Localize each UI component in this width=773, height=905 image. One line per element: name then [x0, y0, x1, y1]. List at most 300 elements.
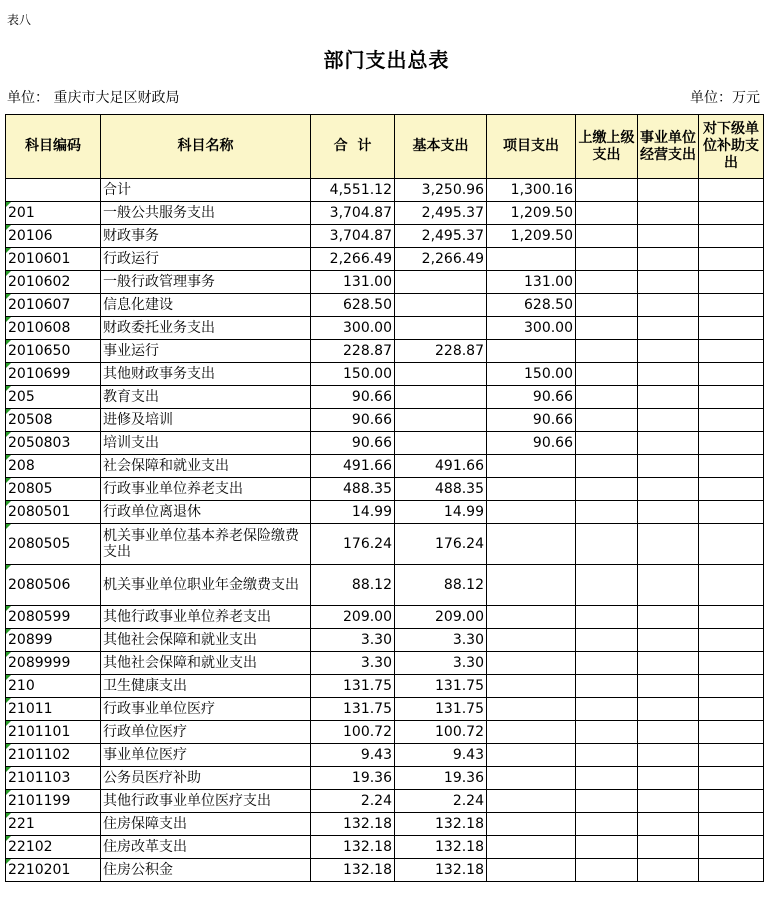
cell-subsidy: [699, 675, 764, 698]
cell-project: [487, 225, 576, 248]
cell-subsidy: [699, 524, 764, 565]
cell-basic: [395, 271, 487, 294]
cell-name-text: 事业单位医疗: [103, 747, 187, 763]
cell-marker-icon: [6, 565, 11, 570]
cell-business: [638, 767, 699, 790]
cell-name: [101, 455, 311, 478]
cell-business: [638, 501, 699, 524]
cell-name-text: 行政单位离退休: [103, 504, 201, 520]
cell-name-text: 卫生健康支出: [103, 678, 187, 694]
cell-basic-text: 2,495.37: [421, 205, 484, 221]
cell-upper: [576, 409, 638, 432]
cell-code: [6, 432, 101, 455]
cell-project: [487, 652, 576, 675]
unit-organization: 单位： 重庆市大足区财政局: [7, 90, 180, 106]
cell-project-text: 131.00: [524, 274, 573, 290]
cell-upper: [576, 179, 638, 202]
cell-total-text: 2.24: [360, 793, 392, 809]
cell-name: [101, 363, 311, 386]
cell-business: [638, 478, 699, 501]
cell-total-text: 19.36: [351, 770, 392, 786]
cell-code: [6, 340, 101, 363]
cell-total-text: 300.00: [343, 320, 392, 336]
cell-project-text: 300.00: [524, 320, 573, 336]
cell-basic: [395, 478, 487, 501]
cell-total-text: 90.66: [351, 412, 392, 428]
cell-upper: [576, 859, 638, 882]
cell-code-text: 2101101: [8, 724, 71, 740]
cell-name-text: 事业运行: [103, 343, 159, 359]
cell-code-text: 210: [8, 678, 35, 694]
cell-upper: [576, 836, 638, 859]
cell-name: [101, 294, 311, 317]
cell-project-text: 1,209.50: [510, 205, 573, 221]
cell-project-text: 1,209.50: [510, 228, 573, 244]
cell-upper: [576, 790, 638, 813]
cell-upper: [576, 271, 638, 294]
cell-subsidy: [699, 271, 764, 294]
table-row: [6, 501, 764, 524]
cell-code-text: 2080501: [8, 504, 71, 520]
cell-basic-text: 132.18: [435, 816, 484, 832]
cell-name-text: 其他行政事业单位医疗支出: [103, 793, 271, 809]
cell-total: [311, 340, 395, 363]
cell-marker-icon: [6, 340, 11, 345]
cell-marker-icon: [6, 271, 11, 276]
cell-name-text: 财政委托业务支出: [103, 320, 215, 336]
cell-name: [101, 767, 311, 790]
cell-project: [487, 202, 576, 225]
unit-currency: 单位：万元: [690, 90, 760, 106]
cell-project: [487, 363, 576, 386]
cell-upper: [576, 698, 638, 721]
cell-business: [638, 836, 699, 859]
table-row: [6, 675, 764, 698]
cell-subsidy: [699, 478, 764, 501]
cell-name: [101, 386, 311, 409]
cell-basic-text: 3.30: [452, 655, 484, 671]
cell-name: [101, 317, 311, 340]
cell-business: [638, 179, 699, 202]
cell-basic-text: 2,266.49: [421, 251, 484, 267]
cell-upper: [576, 363, 638, 386]
cell-code-text: 2010607: [8, 297, 71, 313]
cell-basic: [395, 790, 487, 813]
cell-name-text: 住房保障支出: [103, 816, 187, 832]
cell-subsidy: [699, 294, 764, 317]
cell-basic-text: 100.72: [435, 724, 484, 740]
cell-code: [6, 386, 101, 409]
cell-total: [311, 721, 395, 744]
cell-total-text: 3.30: [360, 632, 392, 648]
cell-total: [311, 271, 395, 294]
cell-upper: [576, 340, 638, 363]
cell-upper: [576, 501, 638, 524]
cell-name: [101, 698, 311, 721]
cell-subsidy: [699, 744, 764, 767]
cell-project: [487, 386, 576, 409]
cell-project: [487, 606, 576, 629]
cell-total-text: 132.18: [343, 816, 392, 832]
cell-business: [638, 606, 699, 629]
cell-basic: [395, 363, 487, 386]
cell-basic: [395, 606, 487, 629]
cell-code: [6, 524, 101, 565]
cell-basic-text: 3.30: [452, 632, 484, 648]
table-row: [6, 744, 764, 767]
cell-business: [638, 524, 699, 565]
cell-subsidy: [699, 455, 764, 478]
cell-subsidy: [699, 813, 764, 836]
cell-marker-icon: [6, 455, 11, 460]
cell-basic: [395, 859, 487, 882]
cell-total: [311, 478, 395, 501]
cell-name: [101, 675, 311, 698]
cell-code: [6, 629, 101, 652]
cell-subsidy: [699, 363, 764, 386]
cell-code-text: 208: [8, 458, 35, 474]
cell-basic-text: 491.66: [435, 458, 484, 474]
cell-name: [101, 271, 311, 294]
header-row: [6, 115, 764, 179]
cell-name: [101, 859, 311, 882]
table-row: [6, 432, 764, 455]
cell-business: [638, 744, 699, 767]
cell-total-text: 228.87: [343, 343, 392, 359]
cell-basic: [395, 432, 487, 455]
cell-total: [311, 698, 395, 721]
cell-total-text: 150.00: [343, 366, 392, 382]
cell-basic-text: 131.75: [435, 701, 484, 717]
cell-total: [311, 652, 395, 675]
cell-code-text: 201: [8, 205, 35, 221]
cell-name-text: 合计: [103, 182, 131, 198]
cell-upper: [576, 455, 638, 478]
cell-subsidy: [699, 501, 764, 524]
cell-total: [311, 524, 395, 565]
cell-basic-text: 132.18: [435, 839, 484, 855]
cell-total-text: 628.50: [343, 297, 392, 313]
cell-marker-icon: [6, 248, 11, 253]
cell-code: [6, 836, 101, 859]
cell-marker-icon: [6, 836, 11, 841]
cell-code-text: 2010608: [8, 320, 71, 336]
cell-total-text: 100.72: [343, 724, 392, 740]
cell-name: [101, 248, 311, 271]
table-row: [6, 363, 764, 386]
cell-basic: [395, 565, 487, 606]
cell-project-text: 90.66: [532, 412, 573, 428]
cell-code: [6, 179, 101, 202]
cell-business: [638, 271, 699, 294]
cell-business: [638, 698, 699, 721]
cell-total: [311, 606, 395, 629]
cell-name: [101, 790, 311, 813]
cell-code: [6, 721, 101, 744]
cell-total-text: 90.66: [351, 435, 392, 451]
cell-code: [6, 248, 101, 271]
cell-business: [638, 409, 699, 432]
cell-code-text: 20899: [8, 632, 53, 648]
cell-basic: [395, 340, 487, 363]
cell-code-text: 205: [8, 389, 35, 405]
cell-code-text: 2050803: [8, 435, 71, 451]
table-row: [6, 409, 764, 432]
cell-total-text: 88.12: [351, 577, 392, 593]
cell-marker-icon: [6, 744, 11, 749]
cell-upper: [576, 813, 638, 836]
cell-total-text: 132.18: [343, 839, 392, 855]
header-total: 合 计: [311, 115, 395, 179]
cell-project: [487, 790, 576, 813]
cell-marker-icon: [6, 478, 11, 483]
cell-upper: [576, 565, 638, 606]
cell-upper: [576, 317, 638, 340]
cell-code: [6, 294, 101, 317]
cell-marker-icon: [6, 432, 11, 437]
cell-project: [487, 813, 576, 836]
cell-total-text: 488.35: [343, 481, 392, 497]
cell-name-text: 培训支出: [103, 435, 159, 451]
expenditure-table: [5, 114, 764, 882]
table-row: [6, 524, 764, 565]
cell-code-text: 20106: [8, 228, 53, 244]
cell-total: [311, 317, 395, 340]
cell-project: [487, 744, 576, 767]
cell-basic: [395, 698, 487, 721]
cell-name-text: 行政运行: [103, 251, 159, 267]
cell-name-text: 公务员医疗补助: [103, 770, 201, 786]
table-row: [6, 248, 764, 271]
cell-name-text: 一般公共服务支出: [103, 205, 215, 221]
table-row: [6, 565, 764, 606]
cell-total: [311, 455, 395, 478]
cell-subsidy: [699, 202, 764, 225]
table-row: [6, 225, 764, 248]
cell-code-text: 2010601: [8, 251, 71, 267]
cell-marker-icon: [6, 813, 11, 818]
cell-name: [101, 409, 311, 432]
cell-upper: [576, 294, 638, 317]
cell-name-text: 住房改革支出: [103, 839, 187, 855]
table-row: [6, 271, 764, 294]
cell-basic: [395, 652, 487, 675]
cell-business: [638, 386, 699, 409]
cell-subsidy: [699, 248, 764, 271]
cell-business: [638, 721, 699, 744]
table-row: [6, 790, 764, 813]
cell-total: [311, 225, 395, 248]
table-row: [6, 767, 764, 790]
header-project: 项目支出: [487, 115, 576, 179]
cell-name-text: 一般行政管理事务: [103, 274, 215, 290]
cell-marker-icon: [6, 225, 11, 230]
table-row: [6, 202, 764, 225]
cell-basic: [395, 225, 487, 248]
cell-basic-text: 14.99: [443, 504, 484, 520]
cell-subsidy: [699, 432, 764, 455]
cell-total-text: 9.43: [360, 747, 392, 763]
cell-total: [311, 363, 395, 386]
cell-upper: [576, 432, 638, 455]
cell-marker-icon: [6, 859, 11, 864]
cell-business: [638, 565, 699, 606]
cell-subsidy: [699, 340, 764, 363]
cell-total-text: 131.00: [343, 274, 392, 290]
cell-code: [6, 675, 101, 698]
table-row: [6, 317, 764, 340]
cell-upper: [576, 652, 638, 675]
cell-project: [487, 629, 576, 652]
cell-name: [101, 836, 311, 859]
cell-code-text: 2010650: [8, 343, 71, 359]
cell-total-text: 2,266.49: [329, 251, 392, 267]
cell-upper: [576, 606, 638, 629]
cell-upper: [576, 225, 638, 248]
cell-total: [311, 565, 395, 606]
header-subsidy: 对下级单位补助支出: [699, 115, 764, 179]
cell-total-text: 209.00: [343, 609, 392, 625]
cell-project: [487, 501, 576, 524]
cell-name-text: 信息化建设: [103, 297, 173, 313]
cell-total: [311, 248, 395, 271]
cell-basic-text: 88.12: [443, 577, 484, 593]
cell-project: [487, 179, 576, 202]
cell-basic: [395, 629, 487, 652]
cell-basic: [395, 744, 487, 767]
cell-code: [6, 455, 101, 478]
cell-name: [101, 478, 311, 501]
cell-total-text: 176.24: [343, 536, 392, 552]
table-row: [6, 721, 764, 744]
cell-upper: [576, 629, 638, 652]
cell-code-text: 2101103: [8, 770, 71, 786]
cell-basic-text: 488.35: [435, 481, 484, 497]
table-row: [6, 606, 764, 629]
cell-total-text: 132.18: [343, 862, 392, 878]
cell-project-text: 628.50: [524, 297, 573, 313]
cell-code: [6, 202, 101, 225]
sheet-label: 表八: [7, 13, 32, 27]
cell-name-text: 行政事业单位医疗: [103, 701, 215, 717]
cell-project: [487, 524, 576, 565]
cell-marker-icon: [6, 767, 11, 772]
cell-name-text: 行政事业单位养老支出: [103, 481, 243, 497]
cell-business: [638, 790, 699, 813]
cell-marker-icon: [6, 317, 11, 322]
cell-project: [487, 675, 576, 698]
cell-upper: [576, 721, 638, 744]
cell-total-text: 90.66: [351, 389, 392, 405]
cell-total-text: 3.30: [360, 655, 392, 671]
table-row: [6, 294, 764, 317]
cell-project-text: 1,300.16: [510, 182, 573, 198]
cell-business: [638, 675, 699, 698]
cell-subsidy: [699, 386, 764, 409]
cell-code-text: 2080506: [8, 577, 71, 593]
cell-business: [638, 225, 699, 248]
cell-project: [487, 455, 576, 478]
cell-total: [311, 813, 395, 836]
cell-marker-icon: [6, 629, 11, 634]
cell-upper: [576, 202, 638, 225]
cell-total-text: 131.75: [343, 678, 392, 694]
cell-total: [311, 179, 395, 202]
cell-business: [638, 859, 699, 882]
cell-name: [101, 652, 311, 675]
cell-upper: [576, 675, 638, 698]
cell-code: [6, 606, 101, 629]
cell-subsidy: [699, 317, 764, 340]
cell-marker-icon: [6, 386, 11, 391]
cell-basic: [395, 409, 487, 432]
header-name: 科目名称: [101, 115, 311, 179]
header-upper: 上缴上级支出: [576, 115, 638, 179]
cell-business: [638, 455, 699, 478]
cell-basic-text: 228.87: [435, 343, 484, 359]
cell-business: [638, 340, 699, 363]
cell-project: [487, 248, 576, 271]
cell-subsidy: [699, 859, 764, 882]
cell-name-text: 财政事务: [103, 228, 159, 244]
cell-total: [311, 409, 395, 432]
page-title: 部门支出总表: [323, 48, 450, 72]
table-row: [6, 836, 764, 859]
cell-basic: [395, 386, 487, 409]
cell-code: [6, 813, 101, 836]
cell-code: [6, 744, 101, 767]
cell-upper: [576, 478, 638, 501]
table-row: [6, 179, 764, 202]
table-row: [6, 455, 764, 478]
cell-total: [311, 294, 395, 317]
cell-code: [6, 790, 101, 813]
cell-name-text: 行政单位医疗: [103, 724, 187, 740]
cell-total-text: 131.75: [343, 701, 392, 717]
cell-total: [311, 432, 395, 455]
cell-name: [101, 432, 311, 455]
cell-marker-icon: [6, 698, 11, 703]
header-code: 科目编码: [6, 115, 101, 179]
cell-business: [638, 432, 699, 455]
cell-code-text: 2210201: [8, 862, 71, 878]
cell-code-text: 22102: [8, 839, 53, 855]
cell-total: [311, 629, 395, 652]
cell-total-text: 491.66: [343, 458, 392, 474]
cell-code-text: 2010699: [8, 366, 71, 382]
cell-name-text: 其他社会保障和就业支出: [103, 632, 257, 648]
cell-code-text: 20508: [8, 412, 53, 428]
cell-subsidy: [699, 565, 764, 606]
table-row: [6, 478, 764, 501]
cell-code: [6, 409, 101, 432]
cell-basic: [395, 524, 487, 565]
cell-code: [6, 652, 101, 675]
cell-business: [638, 629, 699, 652]
cell-name: [101, 225, 311, 248]
cell-total-text: 3,704.87: [329, 228, 392, 244]
cell-subsidy: [699, 790, 764, 813]
cell-project: [487, 721, 576, 744]
cell-subsidy: [699, 721, 764, 744]
cell-total-text: 4,551.12: [329, 182, 392, 198]
cell-project-text: 90.66: [532, 389, 573, 405]
cell-subsidy: [699, 409, 764, 432]
table-row: [6, 652, 764, 675]
cell-code-text: 2101199: [8, 793, 71, 809]
cell-marker-icon: [6, 524, 11, 529]
cell-project: [487, 478, 576, 501]
